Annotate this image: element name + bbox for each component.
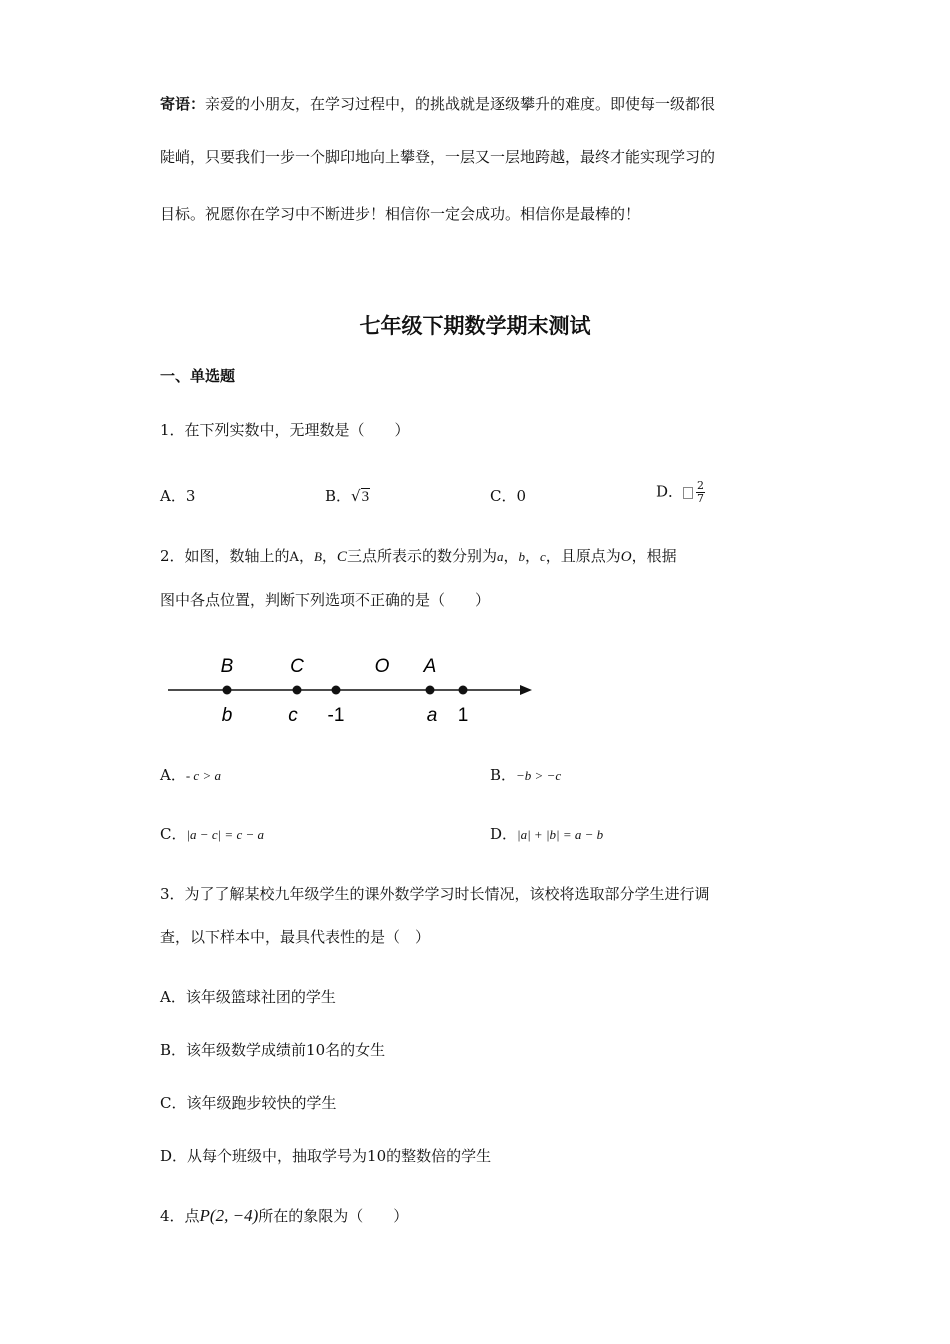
q2-c-label: C． (160, 825, 187, 843)
label-bottom-one: 1 (457, 705, 469, 726)
fraction-numerator: 2 (697, 479, 705, 492)
q4-stem-pre: 4．点 (160, 1207, 200, 1225)
q1-c-label: C． (490, 487, 517, 505)
point-neg-one-dot (332, 686, 341, 695)
q1-option-a (160, 486, 195, 506)
q3-option-c: C．该年级跑步较快的学生 (160, 1094, 337, 1112)
label-top-o: O (374, 656, 390, 677)
q2-point-b: B (313, 549, 322, 564)
message-line-2: 陡峭，只要我们一步一个脚印地向上攀登，一层又一层地跨越，最终才能实现学习的 (160, 148, 716, 166)
q2-a-expr: - c > a (185, 768, 221, 783)
q1-c-value: 0 (516, 487, 527, 505)
q3-stem-line-1: 3．为了了解某校九年级学生的课外数学学习时长情况，该校将选取部分学生进行调 (160, 885, 710, 903)
label-bottom-b: b (221, 705, 233, 726)
fraction-denominator: 7 (697, 492, 705, 505)
q3-option-b: B．该年级数学成绩前10名的女生 (160, 1041, 386, 1059)
q1-d-label: D． (656, 482, 684, 501)
q2-stem-post: ，且原点为 (545, 547, 621, 565)
q2-option-d (490, 824, 603, 845)
q2-b-label: B． (490, 766, 517, 784)
point-c-dot (293, 686, 302, 695)
q2-stem-pre: 2．如图，数轴上的 (160, 547, 290, 565)
q2-stem-mid: 三点所表示的数分别为 (346, 547, 497, 565)
q4-stem-post: 所在的象限为（ ） (258, 1207, 409, 1225)
q3-stem-line-2: 查，以下样本中，最具代表性的是（ ） (160, 928, 431, 946)
message-label: 寄语： (160, 95, 206, 113)
q2-b-expr: −b > −c (516, 768, 562, 783)
missing-glyph-box (683, 487, 693, 499)
q2-option-c (160, 824, 264, 845)
message-line-3: 目标。祝愿你在学习中不断进步！相信你一定会成功。相信你是最棒的！ (160, 205, 641, 223)
q1-option-d (656, 480, 705, 505)
sqrt-symbol: √3 (351, 487, 370, 505)
section-heading: 一、单选题 (160, 367, 236, 385)
q2-point-c: C (336, 549, 347, 565)
message-text-1: 亲爱的小朋友，在学习过程中，的挑战就是逐级攀升的难度。即使每一级都很 (205, 95, 716, 113)
page-title: 七年级下期数学期末测试 (359, 313, 591, 338)
q4-stem (160, 1206, 408, 1226)
q2-var-c: c (539, 549, 546, 564)
fraction (696, 480, 705, 505)
q2-stem-tail: ，根据 (631, 547, 677, 565)
label-top-c: C (290, 656, 304, 677)
q2-sep: ， (298, 547, 314, 565)
q2-sep: ， (524, 547, 540, 565)
point-b-dot (223, 686, 232, 695)
q2-stem-line-2: 图中各点位置，判断下列选项不正确的是（ ） (160, 591, 491, 609)
q1-b-label: B． (325, 487, 352, 505)
q1-a-value: 3 (185, 487, 196, 505)
q1-a-label: A． (160, 487, 186, 505)
q3-option-d: D．从每个班级中，抽取学号为10的整数倍的学生 (160, 1147, 492, 1165)
q3-option-a: A．该年级篮球社团的学生 (160, 988, 336, 1006)
label-top-a: A (423, 656, 437, 677)
q1-b-value: 3 (361, 489, 370, 505)
q2-a-label: A． (160, 766, 186, 784)
q2-d-expr: |a| + |b| = a − b (517, 827, 604, 842)
arrow-right-icon (520, 685, 532, 695)
q1-option-b (325, 486, 370, 507)
label-bottom-c: c (288, 705, 298, 726)
q4-point: P(2, −4) (199, 1206, 259, 1225)
number-line-figure (160, 650, 550, 730)
q1-stem: 1．在下列实数中，无理数是（ ） (160, 421, 410, 439)
message-line-1 (160, 94, 715, 114)
q2-d-label: D． (490, 825, 518, 843)
q2-var-b: b (518, 549, 525, 564)
q2-option-b (490, 765, 561, 786)
q2-point-a: A (289, 550, 299, 565)
label-bottom-neg-one: -1 (327, 705, 345, 726)
q2-sep: ， (321, 547, 337, 565)
label-bottom-a: a (426, 705, 438, 726)
point-one-dot (459, 686, 468, 695)
point-a-dot (426, 686, 435, 695)
q2-sep: ， (503, 547, 519, 565)
q2-c-expr: |a − c| = c − a (186, 827, 264, 842)
q2-origin: O (620, 549, 632, 565)
q2-var-a: a (496, 549, 504, 564)
q1-option-c (490, 486, 526, 506)
label-top-b: B (220, 656, 234, 677)
q2-stem-line-1 (160, 546, 677, 568)
q2-option-a (160, 765, 221, 786)
